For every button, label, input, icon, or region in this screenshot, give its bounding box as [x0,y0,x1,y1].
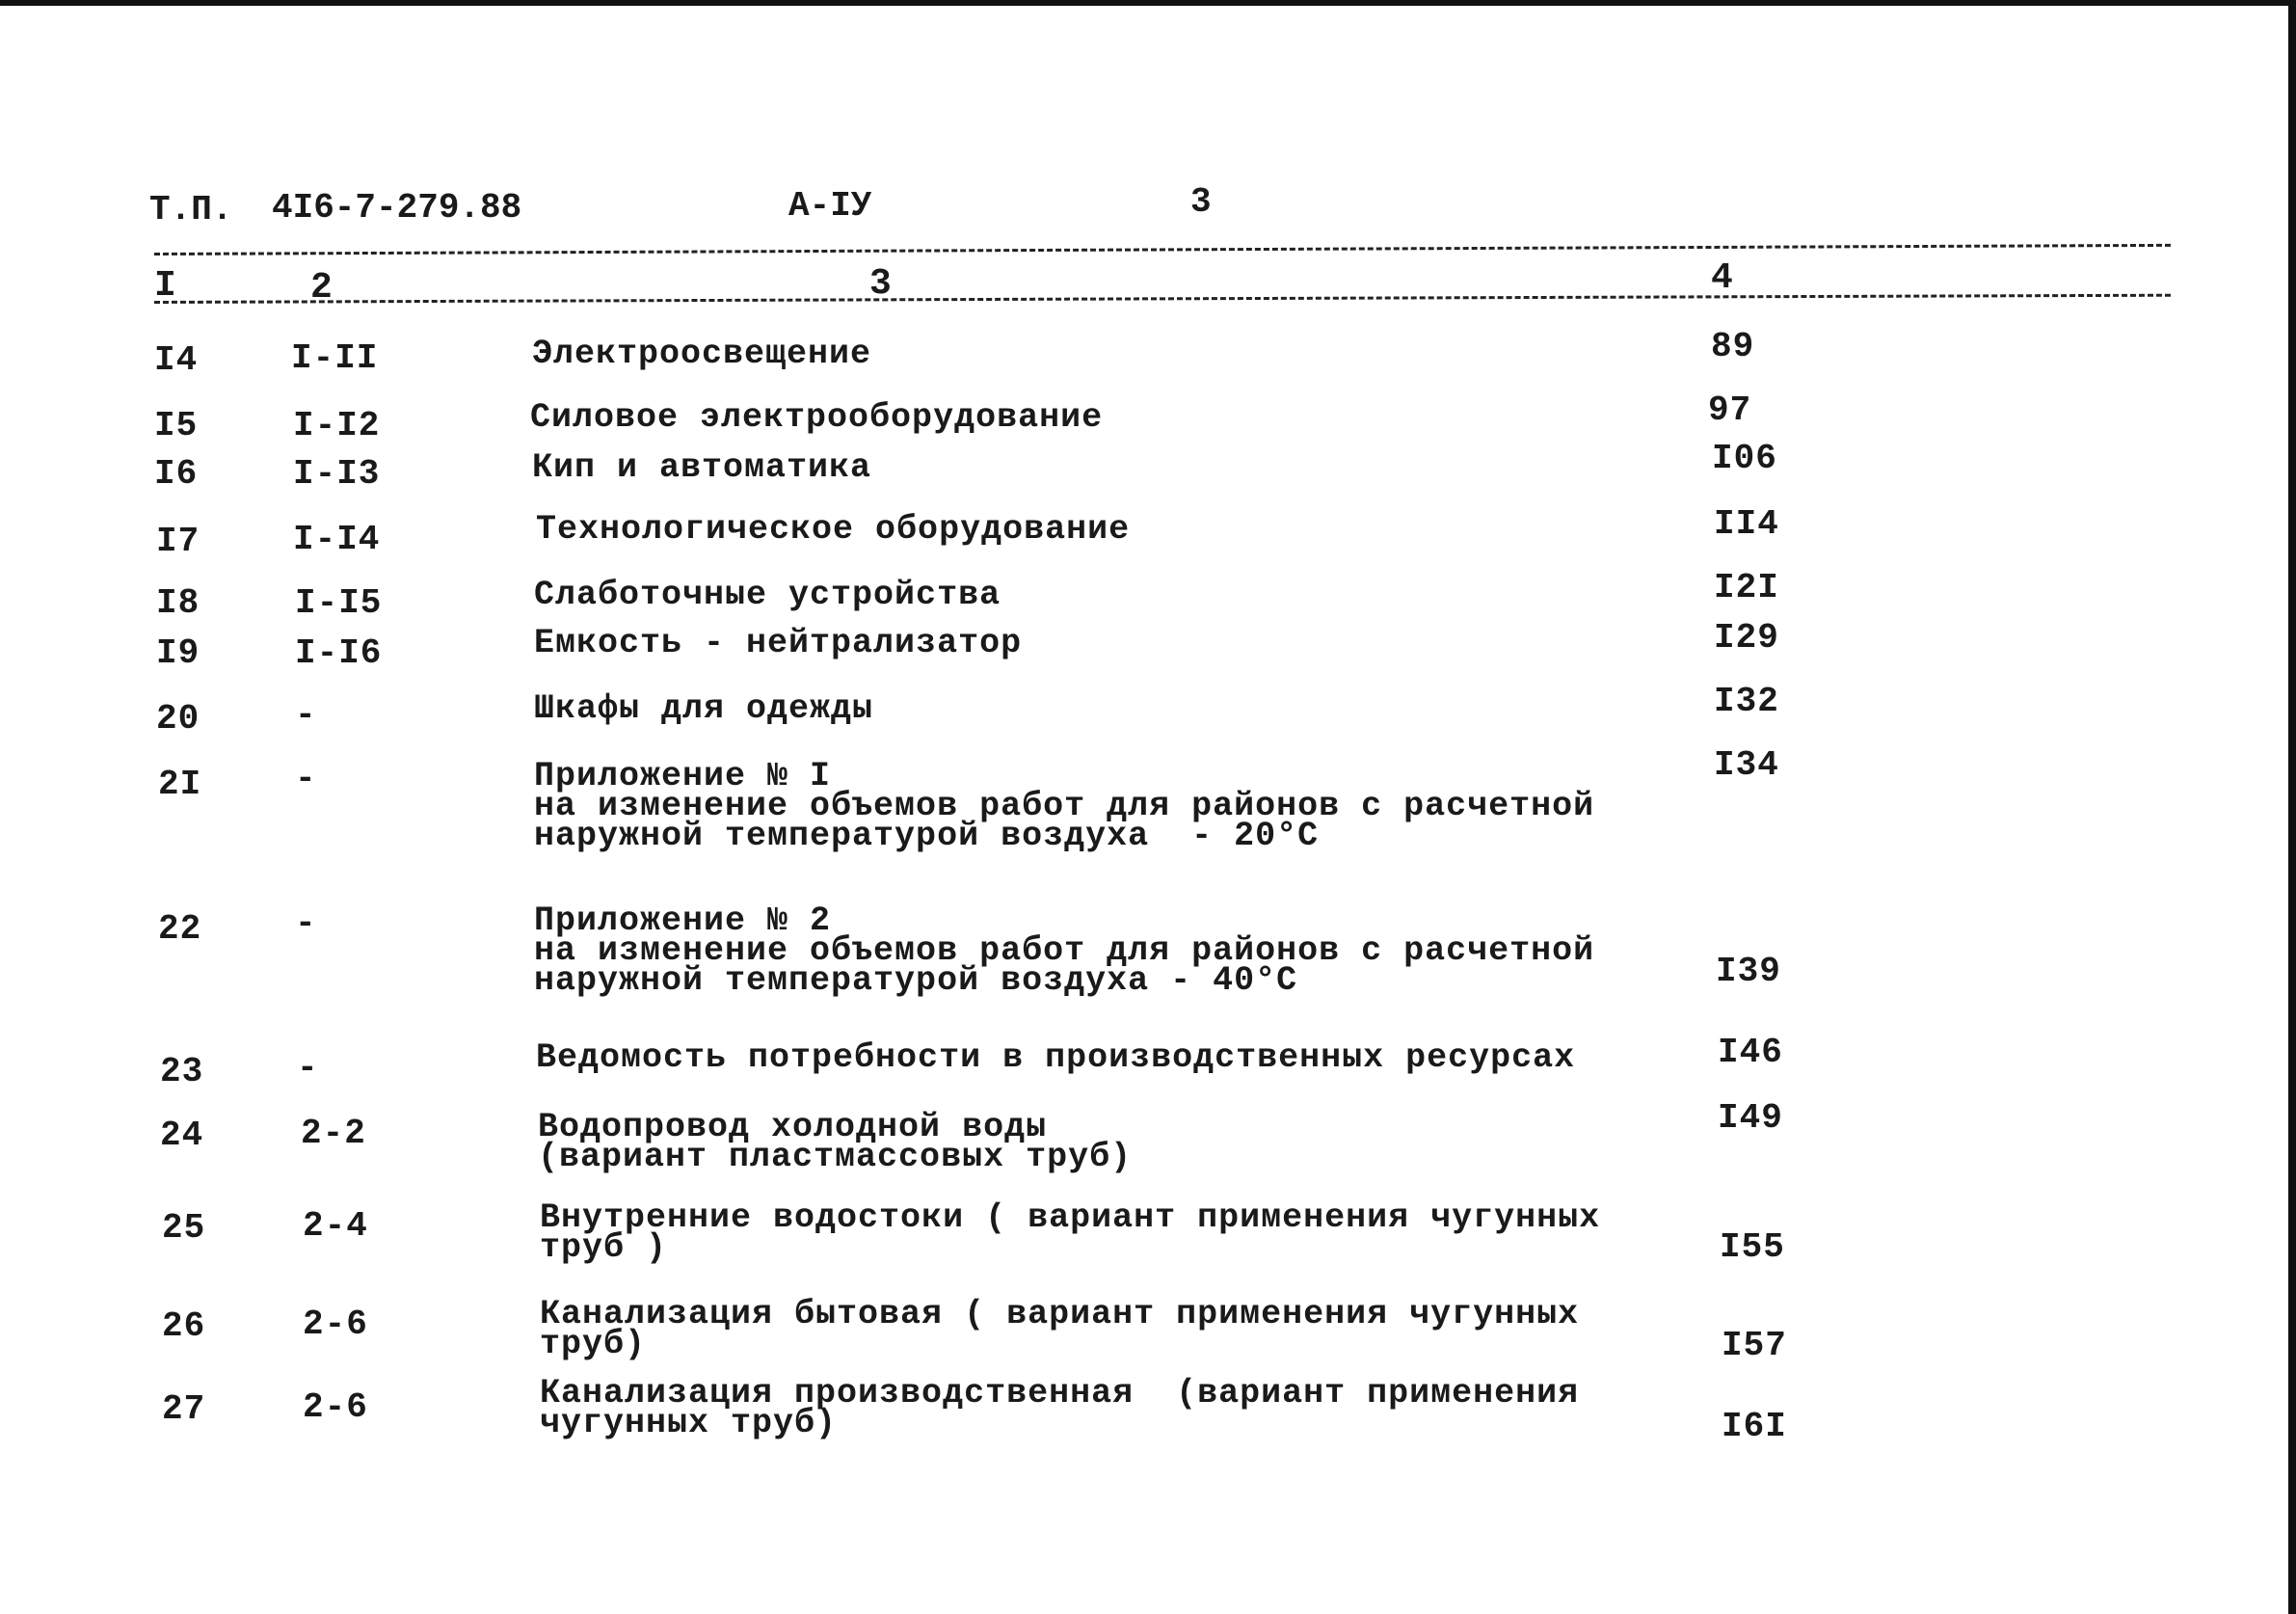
row-reference: I-I2 [293,406,381,445]
row-reference: I-I5 [295,583,383,623]
row-page: I29 [1714,618,1779,658]
scan-top-edge [0,0,2296,6]
row-page: I49 [1718,1098,1783,1138]
row-reference: I-I6 [295,633,383,673]
row-description: Силовое электрооборудование [530,398,1104,437]
scan-right-edge [2288,0,2296,1614]
row-page: I39 [1716,952,1781,991]
column-4-number: 4 [1711,257,1733,299]
row-number: 26 [162,1306,206,1346]
row-reference: I-II [291,338,379,378]
row-description: Кип и автоматика [532,448,872,487]
row-number: 27 [162,1389,206,1429]
header-page-number: 3 [1190,182,1212,222]
row-page: I57 [1722,1326,1787,1365]
row-number: 24 [160,1116,204,1155]
column-3-number: 3 [869,263,892,305]
row-reference: - [295,759,317,798]
row-description: Шкафы для одежды [534,689,874,728]
row-number: I9 [156,633,200,673]
row-description: Ведомость потребности в производственных ресурсах [536,1038,1576,1077]
header-project-code: 4I6-7-279.88 [272,188,522,228]
row-description: Приложение № I на изменение объемов работ для районов с расчетной наружной температурой воздуха - 20°С [534,757,1595,855]
row-reference: 2-6 [303,1387,368,1427]
header-album: А-IУ [788,186,872,226]
row-number: I8 [156,583,200,623]
row-reference: I-I4 [293,520,381,559]
row-number: 22 [158,909,202,949]
row-description: Технологическое оборудование [536,510,1131,549]
row-reference: - [297,1048,319,1088]
column-2-number: 2 [310,267,333,309]
row-reference: - [295,903,317,943]
row-reference: 2-2 [301,1114,366,1153]
row-description: Слаботочные устройства [534,576,1001,614]
row-description: Внутренние водостоки ( вариант применения чугунных труб ) [540,1198,1601,1267]
row-description: Электроосвещение [532,335,872,373]
row-page: I55 [1720,1227,1785,1267]
row-page: I06 [1712,439,1777,478]
row-page: II4 [1714,504,1779,544]
row-page: 97 [1708,390,1752,430]
row-number: 20 [156,699,200,739]
row-page: I32 [1714,682,1779,721]
row-description: Канализация производственная (вариант применения чугунных труб) [540,1374,1580,1442]
header-prefix: Т.П. [149,190,233,229]
row-number: 25 [162,1208,206,1248]
row-number: I5 [154,406,199,445]
row-page: I34 [1714,745,1779,785]
row-page: I6I [1722,1407,1787,1446]
row-description: Емкость - нейтрализатор [534,624,1023,662]
row-number: I6 [154,454,199,494]
row-reference: 2-4 [303,1206,368,1246]
row-description: Водопровод холодной воды (вариант пластмассовых труб) [538,1108,1133,1176]
header-rule-top [154,244,2171,256]
row-description: Приложение № 2 на изменение объемов работ для районов с расчетной наружной температурой воздуха - 40°С [534,901,1595,1000]
row-number: 23 [160,1052,204,1091]
row-page: I2I [1714,568,1779,607]
row-page: I46 [1718,1033,1783,1072]
header-rule-bottom [154,294,2171,304]
row-number: I4 [154,340,199,380]
row-description: Канализация бытовая ( вариант применения чугунных труб) [540,1295,1580,1363]
column-1-number: I [154,265,176,307]
row-reference: I-I3 [293,454,381,494]
row-number: I7 [156,522,200,561]
row-page: 89 [1711,327,1755,366]
row-number: 2I [158,765,202,804]
row-reference: 2-6 [303,1305,368,1344]
row-reference: - [295,695,317,735]
